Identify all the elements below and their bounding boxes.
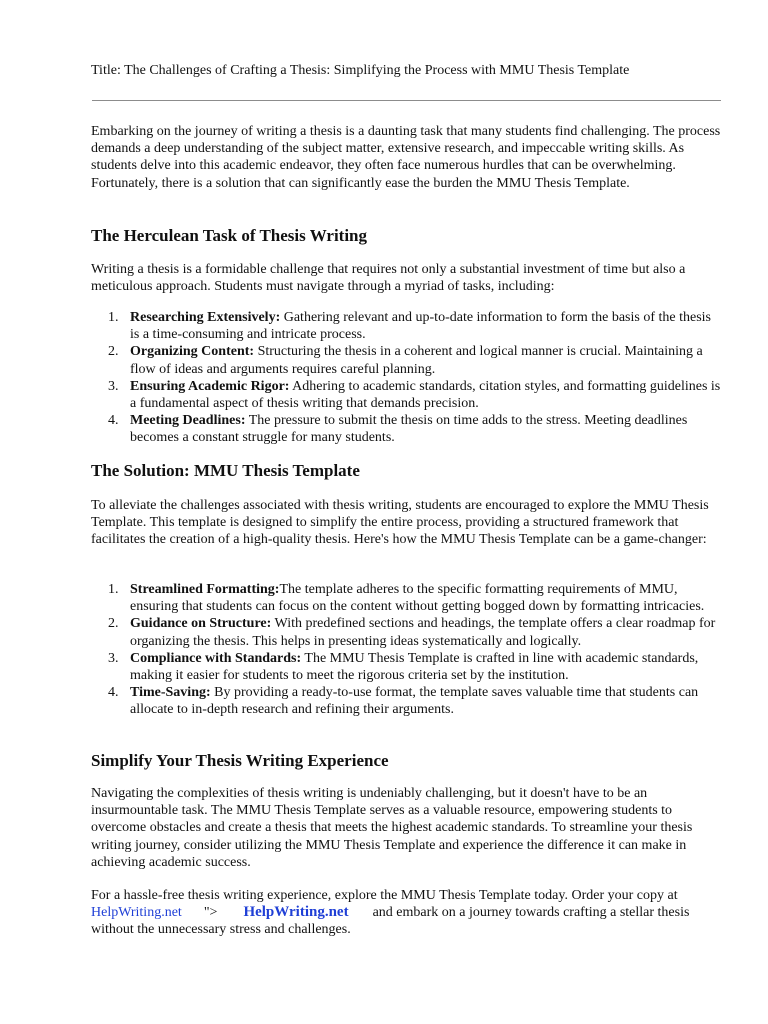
helpwriting-bold-link[interactable]: HelpWriting.net — [243, 904, 349, 921]
list-number: 4. — [108, 685, 119, 701]
list-number: 4. — [108, 413, 119, 429]
list-term: Streamlined Formatting: — [130, 582, 280, 597]
section2-paragraph — [91, 497, 723, 549]
closing-paragraph — [91, 887, 723, 939]
list-term: Meeting Deadlines: — [130, 413, 246, 429]
list-item — [91, 650, 723, 684]
section1-text: Writing a thesis is a formidable challenge that requires not only a substantial investment of time but also a meticulous approach. Students must navigate through a myriad of tasks, including: — [91, 262, 686, 295]
title-divider — [92, 100, 721, 101]
list-term: Organizing Content: — [130, 344, 255, 360]
list-text: Structuring the thesis in a coherent and logical manner is crucial. Maintaining a flow of ideas and arguments requires careful planning. — [130, 344, 703, 377]
section1-paragraph — [91, 261, 723, 295]
section2-heading: The Solution: MMU Thesis Template — [91, 461, 360, 480]
list-term: Compliance with Standards: — [130, 650, 302, 666]
intro-text: Embarking on the journey of writing a thesis is a daunting task that many students find challenging. The process demands a deep understanding of the subject matter, extensive research, and impeccable writing skills. As students delve into this academic endeavor, they often face numerous hurdles that can be overwhelming. Fortunately, there is a solution that can significantly ease the burden the MMU Thesis Template. — [91, 124, 721, 191]
list-term: Guidance on Structure: — [130, 616, 272, 632]
closing-text — [91, 887, 723, 939]
list-item — [91, 309, 723, 343]
closing-before-link: For a hassle-free thesis writing experience, explore the MMU Thesis Template today. Order your copy at — [91, 888, 678, 903]
list-text: The MMU Thesis Template is crafted in line with academic standards, making it easier for students to meet the rigorous criteria set by the institution. — [130, 650, 699, 684]
list-term: Researching Extensively: — [130, 310, 281, 325]
list-number: 3. — [108, 378, 119, 394]
list-text: The template adheres to the specific formatting requirements of MMU, ensuring that students can focus on the content without getting bogged down by formatting intricacies. — [130, 582, 705, 615]
section2-text: To alleviate the challenges associated with thesis writing, students are encouraged to explore the MMU Thesis Template. This template is designed to simplify the entire process, providing a structured framework that facilitates the creation of a high-quality thesis. Here's how the MMU Thesis Template can be a game-changer: — [91, 498, 709, 548]
list-number: 1. — [108, 310, 119, 325]
document-title: Title: The Challenges of Crafting a Thesis: Simplifying the Process with MMU Thesis Template — [91, 63, 630, 78]
list-item — [91, 581, 723, 615]
list-text: By providing a ready-to-use format, the template saves valuable time that students can allocate to in-depth research and refining their arguments. — [130, 685, 699, 718]
list-item — [91, 684, 723, 718]
list-item — [91, 343, 723, 377]
list-number: 3. — [108, 650, 119, 666]
list-number: 2. — [108, 616, 119, 632]
section3-text: Navigating the complexities of thesis writing is undeniably challenging, but it doesn't have to be an insurmountable task. The MMU Thesis Template serves as a valuable resource, empowering students to overcome obstacles and create a thesis that meets the highest academic standards. To streamline your thesis writing journey, consider utilizing the MMU Thesis Template and experience the difference it can make in achieving academic success. — [91, 786, 693, 870]
helpwriting-link[interactable]: HelpWriting.net — [91, 905, 182, 921]
list-text: Gathering relevant and up-to-date information to form the basis of the thesis is a time-consuming and intricate process. — [130, 310, 712, 343]
closing-after-link: and embark on a journey towards crafting a stellar thesis without the unnecessary stress and challenges. — [91, 905, 690, 938]
list-item — [91, 378, 723, 412]
list-number: 1. — [108, 582, 119, 597]
list-item — [91, 615, 723, 649]
list-text: With predefined sections and headings, the template offers a clear roadmap for organizing the thesis. This helps in presenting ideas systematically and logically. — [130, 616, 716, 649]
section2-list — [91, 581, 723, 719]
list-text: Adhering to academic standards, citation styles, and formatting guidelines is a fundamental aspect of thesis writing that demands precision. — [130, 378, 721, 412]
list-item — [91, 412, 723, 446]
list-term: Time-Saving: — [130, 685, 211, 701]
section1-list — [91, 309, 723, 447]
list-text: The pressure to submit the thesis on time adds to the stress. Meeting deadlines becomes a constant struggle for many students. — [130, 413, 688, 446]
section1-heading: The Herculean Task of Thesis Writing — [91, 226, 368, 245]
intro-paragraph — [91, 123, 723, 192]
section3-heading: Simplify Your Thesis Writing Experience — [91, 751, 389, 770]
section3-paragraph — [91, 785, 723, 871]
list-term: Ensuring Academic Rigor: — [130, 378, 290, 394]
list-number: 2. — [108, 344, 119, 360]
closing-mid-text: "> — [203, 905, 218, 921]
